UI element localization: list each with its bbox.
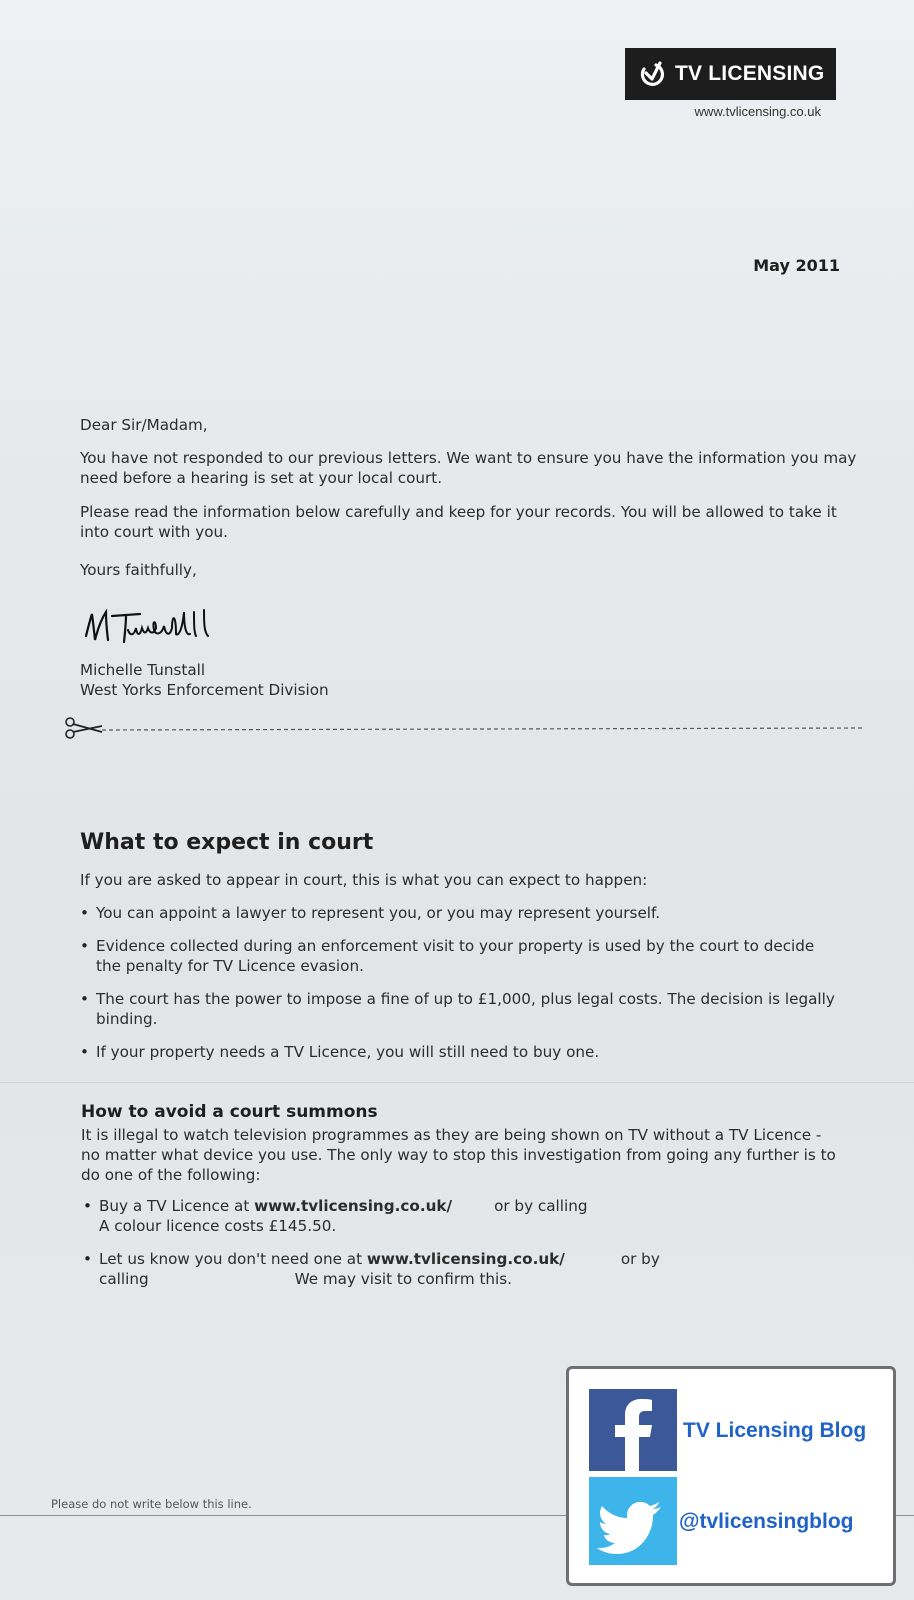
court-intro: If you are asked to appear in court, this is what you can expect to happen: [80,871,648,889]
signatory-name: Michelle Tunstall [80,661,206,679]
summons-paragraph: It is illegal to watch television programmes as they are being shown on TV without a TV Licence - no matter what device you use. The only way to stop this investigation from going any further is to do one of the following: [81,1126,836,1184]
court-heading: What to expect in court [80,830,374,855]
tick-logo-icon [635,57,669,91]
letter-paragraph-2: Please read the information below carefully and keep for your records. You will be allowed to take it into court with you. [80,503,837,541]
notify-prefix: Let us know you don't need one at [99,1250,367,1268]
list-item: • The court has the power to impose a fine of up to £1,000, plus legal costs. The decision is legally binding. [80,989,840,1029]
facebook-icon[interactable] [589,1389,677,1471]
list-item: • You can appoint a lawyer to represent you, or you may represent yourself. [80,903,840,923]
notify-link[interactable]: www.tvlicensing.co.uk/ [366,1250,565,1268]
social-media-box [566,1366,896,1586]
list-item: • If your property needs a TV Licence, you will still need to buy one. [80,1042,840,1062]
buy-prefix: Buy a TV Licence at [99,1197,255,1215]
scissors-icon [66,718,102,738]
notify-visit: We may visit to confirm this. [294,1270,512,1288]
list-item [83,1196,843,1236]
logo-text: TV LICENSING [675,62,825,85]
cut-here-line [64,716,864,740]
buy-licence-link[interactable]: www.tvlicensing.co.uk/ [254,1197,453,1215]
signatory-division: West Yorks Enforcement Division [80,681,329,699]
notify-calling: calling [99,1270,149,1288]
twitter-label[interactable]: @tvlicensingblog [679,1510,854,1533]
paper-fold [0,1082,914,1083]
salutation: Dear Sir/Madam, [80,416,208,434]
notify-suffix: or by [620,1250,660,1268]
closing: Yours faithfully, [80,561,197,579]
letter-paragraph-1: You have not responded to our previous letters. We want to ensure you have the information you may need before a hearing is set at your local court. [80,449,857,487]
letter-date: May 2011 [753,256,840,275]
list-item [83,1249,843,1289]
buy-suffix: or by calling [494,1197,588,1215]
court-list [80,903,840,1075]
facebook-label[interactable]: TV Licensing Blog [683,1419,867,1442]
list-item: • Evidence collected during an enforcement visit to your property is used by the court to decide the penalty for TV Licence evasion. [80,936,840,976]
do-not-write-note: Please do not write below this line. [51,1497,252,1511]
summons-list [83,1196,843,1302]
tv-licensing-logo [625,48,836,100]
summons-heading: How to avoid a court summons [81,1102,378,1122]
logo-website: www.tvlicensing.co.uk [694,104,821,119]
signature [82,606,242,648]
twitter-icon[interactable] [589,1477,677,1565]
licence-cost: A colour licence costs £145.50. [99,1217,337,1235]
